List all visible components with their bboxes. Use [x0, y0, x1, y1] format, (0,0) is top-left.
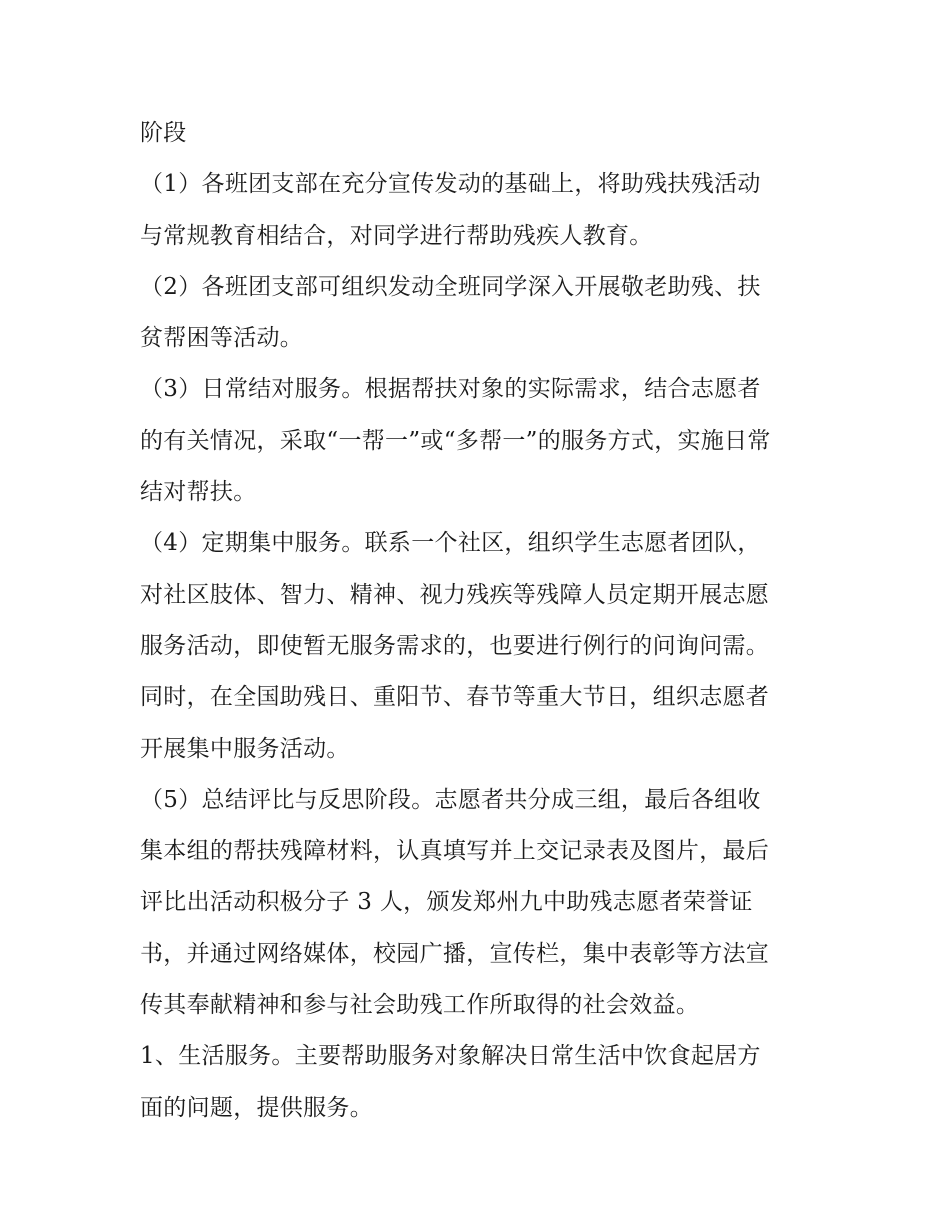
text-line: 服务活动，即使暂无服务需求的，也要进行例行的问询问需。 — [140, 632, 770, 659]
text-line: （2）各班团支部可组织发动全班同学深入开展敬老助残、扶 — [140, 273, 761, 300]
text-line: （3）日常结对服务。根据帮扶对象的实际需求，结合志愿者 — [140, 376, 761, 403]
text-line: 面的问题，提供服务。 — [140, 1094, 373, 1121]
text-line: 结对帮扶。 — [140, 479, 257, 506]
text-line: 开展集中服务活动。 — [140, 735, 350, 762]
text-line: 集本组的帮扶残障材料，认真填写并上交记录表及图片，最后 — [140, 838, 770, 865]
text-line: （5）总结评比与反思阶段。志愿者共分成三组，最后各组收 — [140, 786, 761, 813]
text-line: 1、生活服务。主要帮助服务对象解决日常生活中饮食起居方 — [140, 1043, 761, 1070]
text-line: （4）定期集中服务。联系一个社区，组织学生志愿者团队， — [140, 530, 761, 557]
text-line: 与常规教育相结合，对同学进行帮助残疾人教育。 — [140, 222, 653, 249]
text-line: 书，并通过网络媒体，校园广播，宣传栏，集中表彰等方法宣 — [140, 940, 770, 967]
text-line: 阶段 — [140, 120, 187, 146]
text-line: 的有关情况，采取“一帮一”或“多帮一”的服务方式，实施日常 — [140, 427, 771, 454]
text-line: 贫帮困等活动。 — [140, 325, 304, 352]
text-line: 传其奉献精神和参与社会助残工作所取得的社会效益。 — [140, 992, 700, 1019]
text-line: 同时，在全国助残日、重阳节、春节等重大节日，组织志愿者 — [140, 684, 770, 711]
text-line: （1）各班团支部在充分宣传发动的基础上，将助残扶残活动 — [140, 171, 761, 198]
text-line: 评比出活动积极分子 3 人，颁发郑州九中助残志愿者荣誉证 — [140, 889, 753, 916]
text-line: 对社区肢体、智力、精神、视力残疾等残障人员定期开展志愿 — [140, 581, 770, 608]
document-body — [140, 108, 820, 1134]
